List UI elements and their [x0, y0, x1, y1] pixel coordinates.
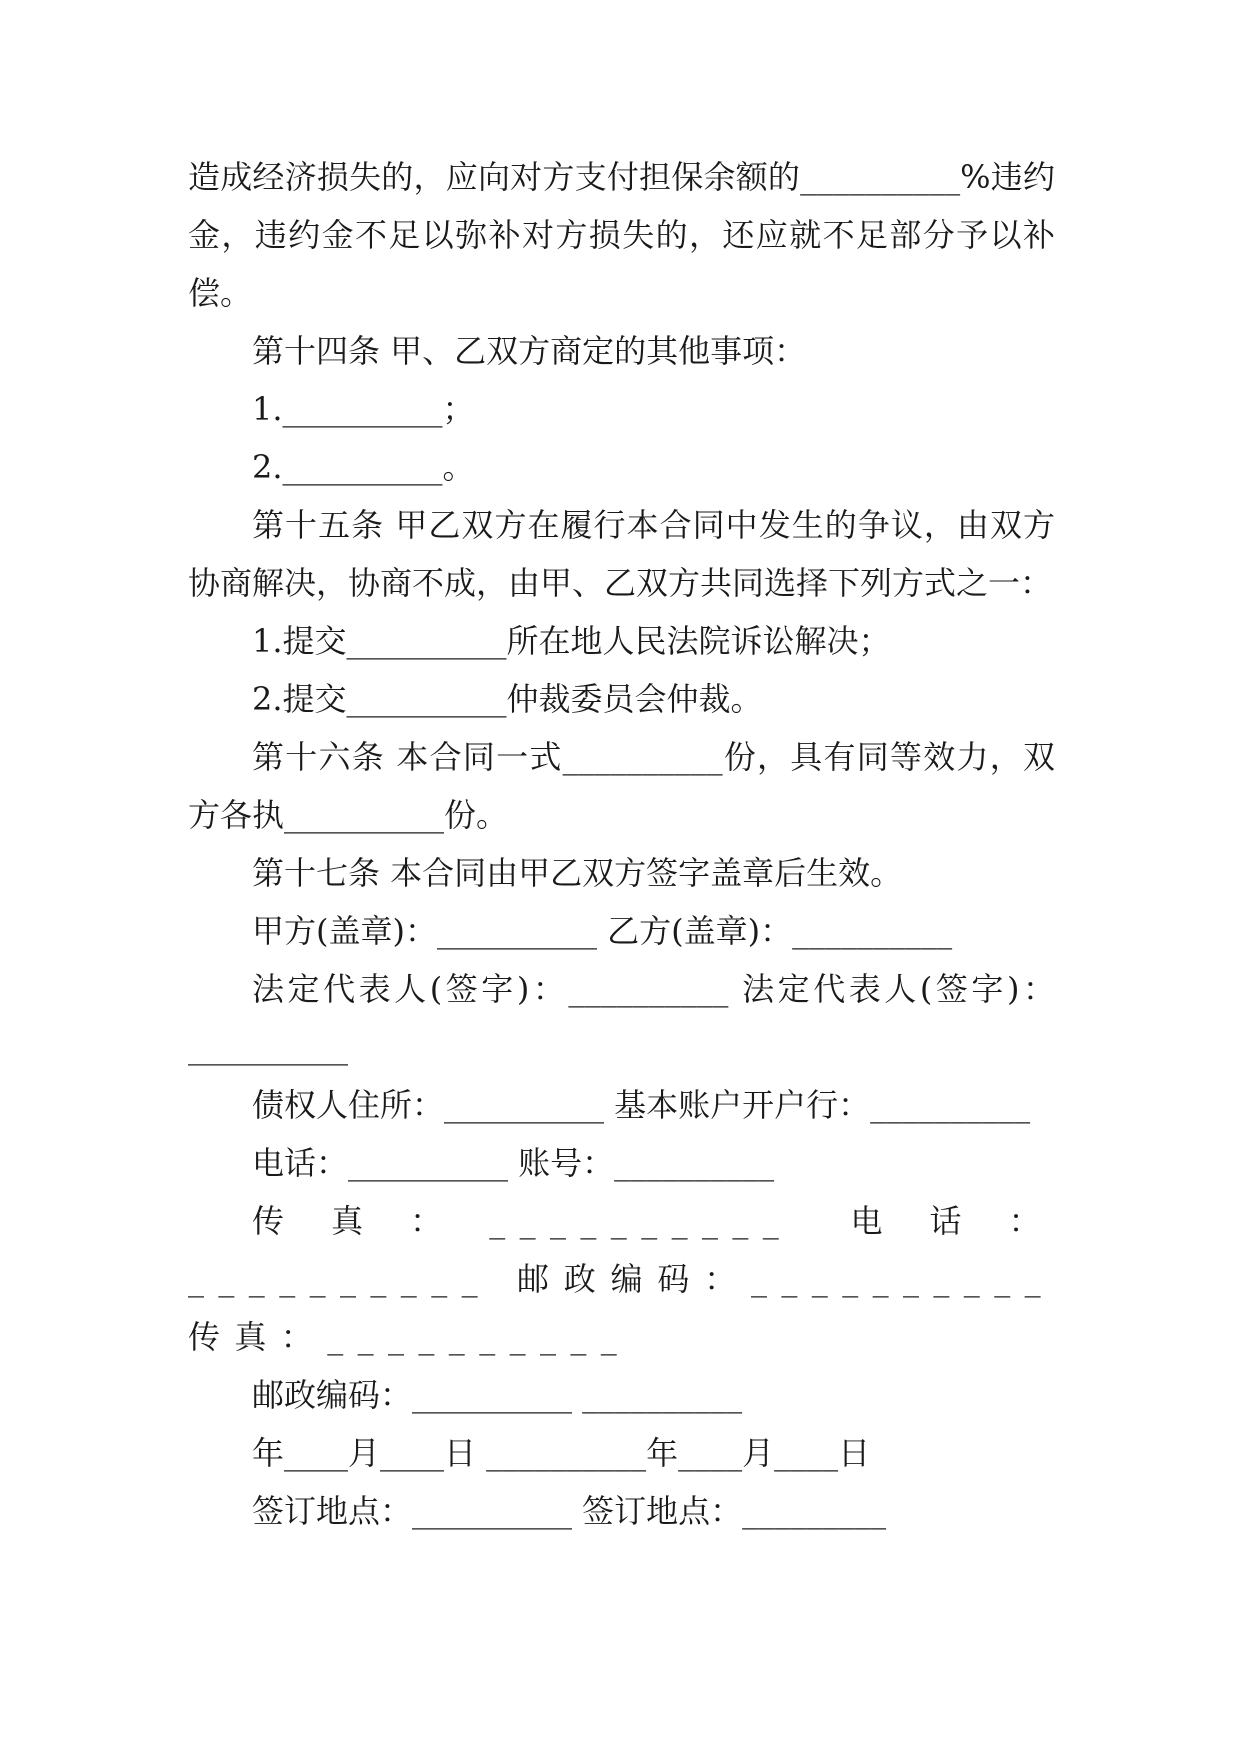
article-16-paragraph: 第十六条 本合同一式__________份，具有同等效力，双方各执__________份。	[188, 738, 1055, 834]
article-17-paragraph: 第十七条 本合同由甲乙双方签字盖章后生效。	[252, 854, 903, 892]
article-15-paragraph: 第十五条 甲乙双方在履行本合同中发生的争议，由双方协商解决，协商不成，由甲、乙双方共同选择下列方式之一：	[188, 506, 1055, 602]
creditor-address-line: 债权人住所：__________ 基本账户开户行：__________	[252, 1086, 1031, 1124]
legal-representative-line: 法定代表人(签字)：__________ 法定代表人(签字)：__________	[188, 970, 1055, 1066]
seal-line: 甲方(盖章)：__________ 乙方(盖章)：__________	[252, 912, 953, 950]
article-14-item-1: 1.__________；	[252, 390, 475, 428]
postcode-line: 邮政编码：__________ __________	[252, 1376, 743, 1414]
signing-place-line: 签订地点：__________ 签订地点：_________	[252, 1492, 887, 1530]
article-14-item-2: 2.__________。	[252, 448, 475, 486]
article-15-item-2: 2.提交__________仲裁委员会仲裁。	[252, 680, 763, 718]
article-15-item-1: 1.提交__________所在地人民法院诉讼解决；	[252, 622, 891, 660]
phone-account-line: 电话：__________ 账号：__________	[252, 1144, 775, 1182]
article-14-heading: 第十四条 甲、乙双方商定的其他事项：	[252, 332, 807, 370]
date-line: 年____月____日 __________年____月____日	[252, 1434, 871, 1472]
fax-phone-postcode-line: 传真：__________ 电话：__________ 邮政编码：__________ 传真：__________	[188, 1202, 1055, 1356]
paragraph-continuation: 造成经济损失的，应向对方支付担保余额的__________%违约金，违约金不足以弥补对方损失的，还应就不足部分予以补偿。	[188, 158, 1055, 312]
